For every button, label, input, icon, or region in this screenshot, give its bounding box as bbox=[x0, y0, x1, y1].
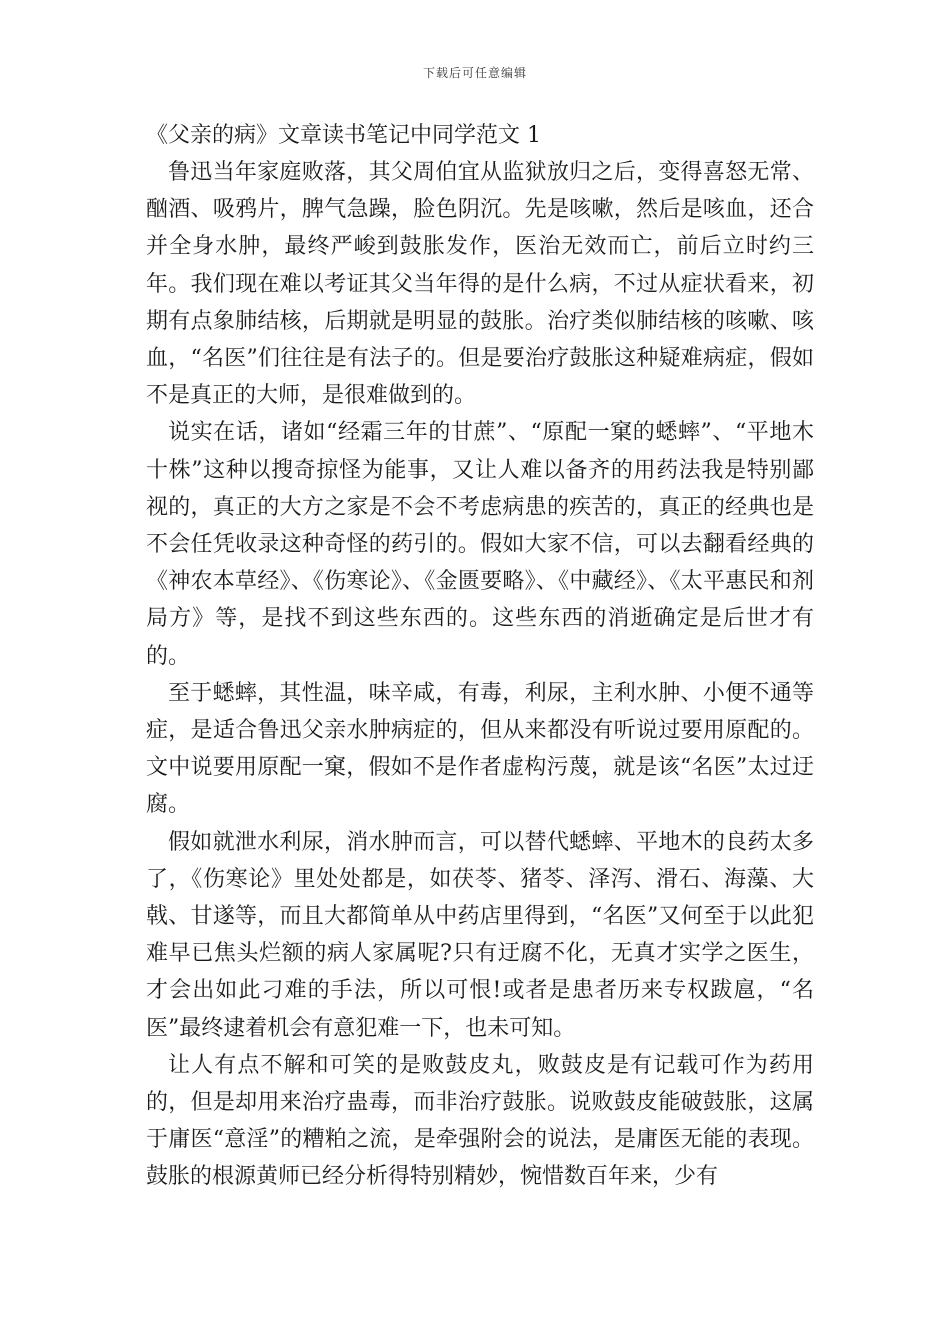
paragraph-3: 至于蟋蟀，其性温，味辛咸，有毒，利尿，主利水肿、小便不通等症，是适合鲁迅父亲水肿病症的，但从来都没有听说过要用原配的。文中说要用原配一窠，假如不是作者虚构污蔑，就是该“名医”太过迂腐。 bbox=[146, 680, 814, 818]
page-header: 下载后可任意编辑 bbox=[422, 66, 527, 80]
paragraph-2: 说实在话，诸如“经霜三年的甘蔗”、“原配一窠的蟋蟀”、“平地木十株”这种以搜奇掠怪为能事，又让人难以备齐的用药法我是特别鄙视的，真正的大方之家是不会不考虑病患的疾苦的，真正的经典也是不会任凭收录这种奇怪的药引的。假如大家不信，可以去翻看经典的《神农本草经》、《伤寒论》、《金匮要略》、《中藏经》、《太平惠民和剂局方》等，是找不到这些东西的。这些东西的消逝确定是后世才有的。 bbox=[146, 420, 814, 669]
document-body bbox=[146, 118, 814, 1196]
paragraph-5: 让人有点不解和可笑的是败鼓皮丸，败鼓皮是有记载可作为药用的，但是却用来治疗蛊毒，而非治疗鼓胀。说败鼓皮能破鼓胀，这属于庸医“意淫”的糟粕之流，是牵强附会的说法，是庸医无能的表现。鼓胀的根源黄师已经分析得特别精妙，惋惜数百年来，少有 bbox=[146, 1052, 814, 1190]
paragraph-1: 鲁迅当年家庭败落，其父周伯宜从监狱放归之后，变得喜怒无常、酗酒、吸鸦片，脾气急躁，脸色阴沉。先是咳嗽，然后是咳血，还合并全身水肿，最终严峻到鼓胀发作，医治无效而亡，前后立时约三年。我们现在难以考证其父当年得的是什么病，不过从症状看来，初期有点象肺结核，后期就是明显的鼓胀。治疗类似肺结核的咳嗽、咳血，“名医”们往往是有法子的。但是要治疗鼓胀这种疑难病症，假如不是真正的大师，是很难做到的。 bbox=[146, 160, 814, 409]
document-title: 《父亲的病》文章读书笔记中同学范文 1 bbox=[146, 123, 541, 148]
paragraph-4: 假如就泄水利尿，消水肿而言，可以替代蟋蟀、平地木的良药太多了，《伤寒论》里处处都是，如茯苓、猪苓、泽泻、滑石、海藻、大戟、甘遂等，而且大都简单从中药店里得到，“名医”又何至于以此犯难早已焦头烂额的病人家属呢?只有迂腐不化，无真才实学之医生，才会出如此刁难的手法，所以可恨!或者是患者历来专权跋扈，“名医”最终逮着机会有意犯难一下，也未可知。 bbox=[146, 829, 814, 1041]
